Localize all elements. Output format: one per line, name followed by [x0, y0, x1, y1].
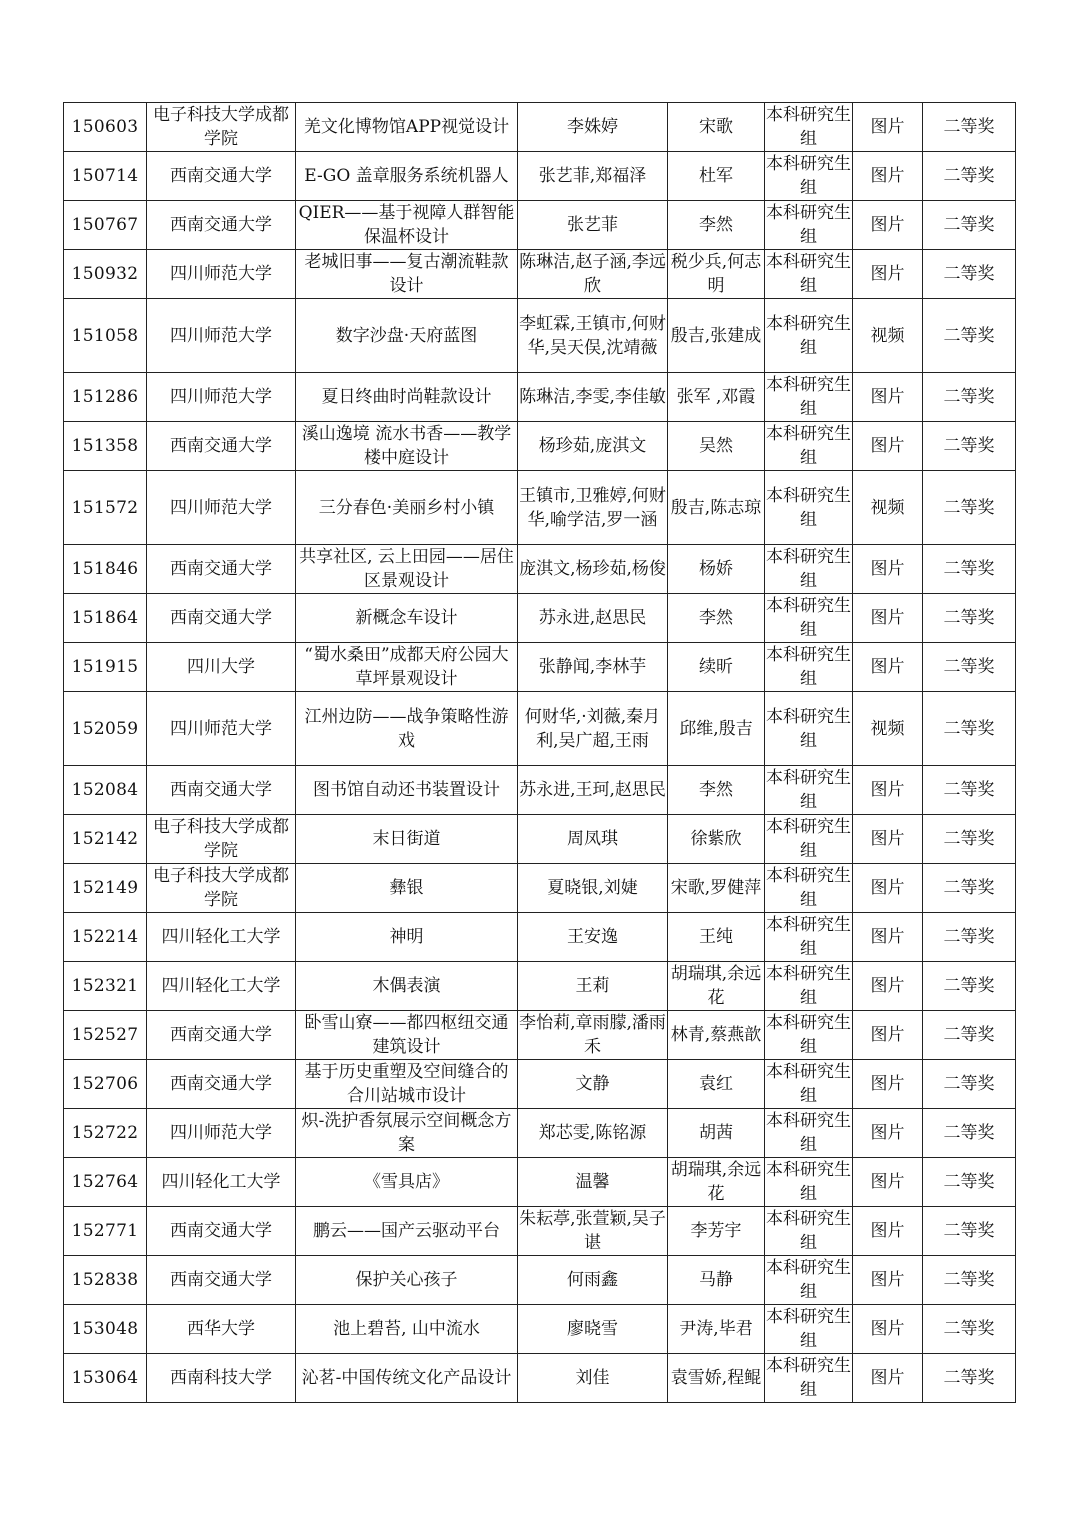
cell-award: 二等奖 [923, 152, 1016, 201]
cell-entry-id: 152214 [64, 913, 147, 962]
cell-group: 本科研究生组 [765, 1305, 853, 1354]
cell-authors: 庞淇文,杨珍茹,杨俊 [518, 545, 668, 594]
cell-group: 本科研究生组 [765, 103, 853, 152]
cell-advisor: 殷吉,陈志琼 [668, 471, 765, 545]
cell-entry-id: 153048 [64, 1305, 147, 1354]
cell-group: 本科研究生组 [765, 643, 853, 692]
cell-authors: 夏晓银,刘婕 [518, 864, 668, 913]
cell-advisor: 张军 ,邓霞 [668, 373, 765, 422]
table-row [64, 864, 1016, 913]
cell-school: 四川轻化工大学 [147, 962, 296, 1011]
cell-advisor: 徐紫欣 [668, 815, 765, 864]
cell-school: 四川师范大学 [147, 250, 296, 299]
cell-group: 本科研究生组 [765, 1256, 853, 1305]
cell-work-title: 共享社区, 云上田园——居住区景观设计 [296, 545, 518, 594]
cell-entry-id: 153064 [64, 1354, 147, 1403]
cell-work-title: 数字沙盘·天府蓝图 [296, 299, 518, 373]
cell-work-title: 三分春色·美丽乡村小镇 [296, 471, 518, 545]
cell-format: 视频 [853, 299, 923, 373]
cell-advisor: 邱维,殷吉 [668, 692, 765, 766]
cell-format: 图片 [853, 1011, 923, 1060]
table-body [64, 103, 1016, 1403]
cell-award: 二等奖 [923, 471, 1016, 545]
cell-group: 本科研究生组 [765, 815, 853, 864]
cell-authors: 杨珍茹,庞淇文 [518, 422, 668, 471]
cell-authors: 温馨 [518, 1158, 668, 1207]
table-row [64, 471, 1016, 545]
cell-school: 西南交通大学 [147, 1256, 296, 1305]
cell-format: 图片 [853, 1109, 923, 1158]
cell-authors: 李姝婷 [518, 103, 668, 152]
cell-entry-id: 150932 [64, 250, 147, 299]
cell-award: 二等奖 [923, 1207, 1016, 1256]
cell-award: 二等奖 [923, 201, 1016, 250]
cell-school: 西南交通大学 [147, 1207, 296, 1256]
cell-entry-id: 152527 [64, 1011, 147, 1060]
cell-work-title: 老城旧事——复古潮流鞋款设计 [296, 250, 518, 299]
table-row [64, 692, 1016, 766]
cell-advisor: 胡瑞琪,余远花 [668, 962, 765, 1011]
cell-entry-id: 152706 [64, 1060, 147, 1109]
cell-authors: 苏永进,赵思民 [518, 594, 668, 643]
cell-group: 本科研究生组 [765, 1158, 853, 1207]
cell-work-title: 沁茗-中国传统文化产品设计 [296, 1354, 518, 1403]
cell-school: 西南交通大学 [147, 1011, 296, 1060]
table-row [64, 1060, 1016, 1109]
cell-entry-id: 150767 [64, 201, 147, 250]
table-row [64, 250, 1016, 299]
cell-school: 西南科技大学 [147, 1354, 296, 1403]
cell-advisor: 宋歌 [668, 103, 765, 152]
cell-advisor: 宋歌,罗健萍 [668, 864, 765, 913]
cell-format: 图片 [853, 1158, 923, 1207]
cell-work-title: E-GO 盖章服务系统机器人 [296, 152, 518, 201]
cell-award: 二等奖 [923, 692, 1016, 766]
cell-school: 电子科技大学成都学院 [147, 103, 296, 152]
cell-entry-id: 152142 [64, 815, 147, 864]
cell-award: 二等奖 [923, 373, 1016, 422]
cell-advisor: 李然 [668, 201, 765, 250]
table-row [64, 1109, 1016, 1158]
cell-authors: 何财华,·刘薇,秦月利,吴广超,王雨 [518, 692, 668, 766]
cell-authors: 张静闻,李林芋 [518, 643, 668, 692]
cell-group: 本科研究生组 [765, 962, 853, 1011]
table-row [64, 1256, 1016, 1305]
cell-award: 二等奖 [923, 1305, 1016, 1354]
cell-school: 西南交通大学 [147, 152, 296, 201]
cell-format: 图片 [853, 766, 923, 815]
table-row [64, 201, 1016, 250]
cell-group: 本科研究生组 [765, 201, 853, 250]
cell-advisor: 林青,蔡燕歆 [668, 1011, 765, 1060]
cell-advisor: 李然 [668, 594, 765, 643]
cell-advisor: 尹涛,毕君 [668, 1305, 765, 1354]
cell-award: 二等奖 [923, 1109, 1016, 1158]
cell-award: 二等奖 [923, 299, 1016, 373]
cell-work-title: 保护关心孩子 [296, 1256, 518, 1305]
cell-entry-id: 151286 [64, 373, 147, 422]
table-row [64, 766, 1016, 815]
cell-entry-id: 151058 [64, 299, 147, 373]
cell-format: 图片 [853, 864, 923, 913]
cell-award: 二等奖 [923, 422, 1016, 471]
cell-authors: 张艺菲 [518, 201, 668, 250]
cell-format: 图片 [853, 594, 923, 643]
cell-work-title: 图书馆自动还书装置设计 [296, 766, 518, 815]
cell-entry-id: 151358 [64, 422, 147, 471]
cell-work-title: 夏日终曲时尚鞋款设计 [296, 373, 518, 422]
cell-advisor: 袁红 [668, 1060, 765, 1109]
cell-format: 视频 [853, 471, 923, 545]
cell-group: 本科研究生组 [765, 422, 853, 471]
table-row [64, 1158, 1016, 1207]
cell-school: 四川师范大学 [147, 373, 296, 422]
cell-work-title: 基于历史重塑及空间缝合的合川站城市设计 [296, 1060, 518, 1109]
cell-entry-id: 152764 [64, 1158, 147, 1207]
cell-format: 图片 [853, 1354, 923, 1403]
cell-school: 西南交通大学 [147, 766, 296, 815]
cell-entry-id: 152771 [64, 1207, 147, 1256]
cell-work-title: 《雪具店》 [296, 1158, 518, 1207]
cell-award: 二等奖 [923, 913, 1016, 962]
cell-school: 四川轻化工大学 [147, 913, 296, 962]
cell-advisor: 吴然 [668, 422, 765, 471]
cell-work-title: 卧雪山寮——都四枢纽交通建筑设计 [296, 1011, 518, 1060]
table-row [64, 643, 1016, 692]
cell-school: 四川轻化工大学 [147, 1158, 296, 1207]
cell-school: 西南交通大学 [147, 422, 296, 471]
cell-work-title: 木偶表演 [296, 962, 518, 1011]
cell-group: 本科研究生组 [765, 299, 853, 373]
cell-school: 西华大学 [147, 1305, 296, 1354]
cell-award: 二等奖 [923, 1060, 1016, 1109]
cell-entry-id: 151915 [64, 643, 147, 692]
cell-entry-id: 152084 [64, 766, 147, 815]
cell-advisor: 杨娇 [668, 545, 765, 594]
cell-entry-id: 152059 [64, 692, 147, 766]
cell-format: 图片 [853, 1060, 923, 1109]
cell-format: 图片 [853, 1256, 923, 1305]
cell-format: 图片 [853, 962, 923, 1011]
table-row [64, 1305, 1016, 1354]
cell-format: 图片 [853, 643, 923, 692]
cell-work-title: 炽-洗护香氛展示空间概念方案 [296, 1109, 518, 1158]
cell-group: 本科研究生组 [765, 545, 853, 594]
cell-award: 二等奖 [923, 864, 1016, 913]
cell-group: 本科研究生组 [765, 594, 853, 643]
cell-group: 本科研究生组 [765, 471, 853, 545]
cell-entry-id: 151864 [64, 594, 147, 643]
cell-format: 图片 [853, 103, 923, 152]
cell-award: 二等奖 [923, 1256, 1016, 1305]
cell-authors: 文静 [518, 1060, 668, 1109]
cell-authors: 李怡莉,章雨朦,潘雨禾 [518, 1011, 668, 1060]
cell-advisor: 胡茜 [668, 1109, 765, 1158]
cell-advisor: 袁雪娇,程鲲 [668, 1354, 765, 1403]
cell-format: 图片 [853, 373, 923, 422]
cell-group: 本科研究生组 [765, 1011, 853, 1060]
cell-authors: 苏永进,王珂,赵思民 [518, 766, 668, 815]
cell-authors: 刘佳 [518, 1354, 668, 1403]
cell-group: 本科研究生组 [765, 1060, 853, 1109]
cell-authors: 张艺菲,郑福泽 [518, 152, 668, 201]
cell-format: 图片 [853, 152, 923, 201]
cell-authors: 王安逸 [518, 913, 668, 962]
cell-award: 二等奖 [923, 815, 1016, 864]
cell-authors: 郑芯雯,陈铭源 [518, 1109, 668, 1158]
cell-award: 二等奖 [923, 1011, 1016, 1060]
cell-work-title: QIER——基于视障人群智能保温杯设计 [296, 201, 518, 250]
cell-group: 本科研究生组 [765, 766, 853, 815]
cell-work-title: 新概念车设计 [296, 594, 518, 643]
cell-advisor: 杜军 [668, 152, 765, 201]
cell-school: 电子科技大学成都学院 [147, 815, 296, 864]
cell-group: 本科研究生组 [765, 1207, 853, 1256]
cell-advisor: 殷吉,张建成 [668, 299, 765, 373]
cell-group: 本科研究生组 [765, 692, 853, 766]
cell-entry-id: 150714 [64, 152, 147, 201]
table-row [64, 373, 1016, 422]
cell-authors: 王莉 [518, 962, 668, 1011]
cell-format: 图片 [853, 422, 923, 471]
cell-authors: 李虹霖,王镇市,何财华,吴天俣,沈靖薇 [518, 299, 668, 373]
cell-award: 二等奖 [923, 103, 1016, 152]
cell-authors: 陈琳洁,赵子涵,李远欣 [518, 250, 668, 299]
cell-format: 视频 [853, 692, 923, 766]
table-row [64, 1011, 1016, 1060]
cell-award: 二等奖 [923, 766, 1016, 815]
cell-format: 图片 [853, 201, 923, 250]
cell-school: 四川大学 [147, 643, 296, 692]
cell-group: 本科研究生组 [765, 913, 853, 962]
cell-award: 二等奖 [923, 962, 1016, 1011]
cell-format: 图片 [853, 545, 923, 594]
cell-authors: 何雨鑫 [518, 1256, 668, 1305]
cell-entry-id: 151846 [64, 545, 147, 594]
cell-format: 图片 [853, 815, 923, 864]
table-row [64, 1354, 1016, 1403]
table-row [64, 422, 1016, 471]
cell-authors: 王镇市,卫雅婷,何财华,喻学洁,罗一涵 [518, 471, 668, 545]
table-row [64, 152, 1016, 201]
cell-advisor: 续昕 [668, 643, 765, 692]
cell-school: 电子科技大学成都学院 [147, 864, 296, 913]
cell-work-title: “蜀水桑田”成都天府公园大草坪景观设计 [296, 643, 518, 692]
cell-group: 本科研究生组 [765, 1109, 853, 1158]
cell-entry-id: 152722 [64, 1109, 147, 1158]
cell-advisor: 税少兵,何志明 [668, 250, 765, 299]
cell-work-title: 池上碧苔, 山中流水 [296, 1305, 518, 1354]
cell-advisor: 李芳宇 [668, 1207, 765, 1256]
cell-school: 西南交通大学 [147, 1060, 296, 1109]
cell-format: 图片 [853, 913, 923, 962]
cell-advisor: 李然 [668, 766, 765, 815]
cell-school: 四川师范大学 [147, 299, 296, 373]
cell-entry-id: 152149 [64, 864, 147, 913]
cell-format: 图片 [853, 1305, 923, 1354]
cell-award: 二等奖 [923, 1354, 1016, 1403]
cell-school: 四川师范大学 [147, 471, 296, 545]
table-row [64, 299, 1016, 373]
cell-entry-id: 150603 [64, 103, 147, 152]
cell-group: 本科研究生组 [765, 152, 853, 201]
cell-entry-id: 152321 [64, 962, 147, 1011]
cell-work-title: 羌文化博物馆APP视觉设计 [296, 103, 518, 152]
table-row [64, 815, 1016, 864]
cell-group: 本科研究生组 [765, 1354, 853, 1403]
cell-school: 西南交通大学 [147, 594, 296, 643]
awards-table [63, 102, 1016, 1403]
cell-work-title: 末日街道 [296, 815, 518, 864]
cell-award: 二等奖 [923, 1158, 1016, 1207]
cell-authors: 周凤琪 [518, 815, 668, 864]
table-row [64, 962, 1016, 1011]
cell-advisor: 胡瑞琪,余远花 [668, 1158, 765, 1207]
cell-format: 图片 [853, 250, 923, 299]
table-row [64, 103, 1016, 152]
cell-award: 二等奖 [923, 643, 1016, 692]
cell-school: 四川师范大学 [147, 692, 296, 766]
cell-group: 本科研究生组 [765, 373, 853, 422]
cell-work-title: 溪山逸境 流水书香——教学楼中庭设计 [296, 422, 518, 471]
cell-award: 二等奖 [923, 594, 1016, 643]
cell-work-title: 神明 [296, 913, 518, 962]
cell-award: 二等奖 [923, 250, 1016, 299]
table-row [64, 545, 1016, 594]
cell-group: 本科研究生组 [765, 250, 853, 299]
cell-format: 图片 [853, 1207, 923, 1256]
cell-advisor: 王纯 [668, 913, 765, 962]
cell-advisor: 马静 [668, 1256, 765, 1305]
cell-group: 本科研究生组 [765, 864, 853, 913]
cell-award: 二等奖 [923, 545, 1016, 594]
cell-entry-id: 152838 [64, 1256, 147, 1305]
table-row [64, 594, 1016, 643]
cell-work-title: 江州边防——战争策略性游戏 [296, 692, 518, 766]
cell-work-title: 彝银 [296, 864, 518, 913]
table-row [64, 1207, 1016, 1256]
cell-work-title: 鹏云——国产云驱动平台 [296, 1207, 518, 1256]
cell-school: 西南交通大学 [147, 201, 296, 250]
cell-authors: 朱耘葶,张萱颖,吴子谌 [518, 1207, 668, 1256]
cell-school: 西南交通大学 [147, 545, 296, 594]
cell-school: 四川师范大学 [147, 1109, 296, 1158]
cell-authors: 廖晓雪 [518, 1305, 668, 1354]
cell-entry-id: 151572 [64, 471, 147, 545]
cell-authors: 陈琳洁,李雯,李佳敏 [518, 373, 668, 422]
table-row [64, 913, 1016, 962]
